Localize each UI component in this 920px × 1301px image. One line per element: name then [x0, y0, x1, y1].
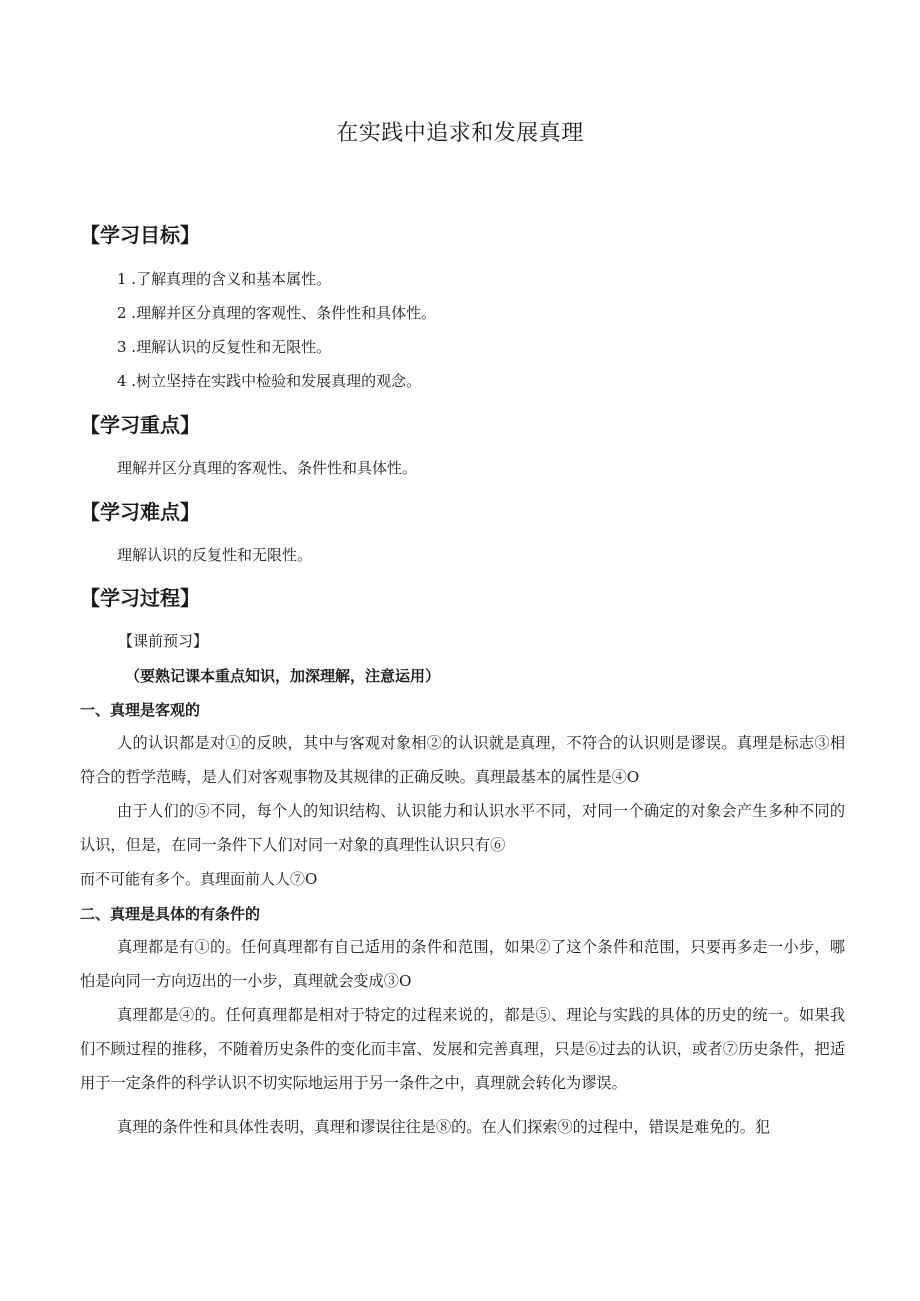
- goal-item-4: 4 .树立坚持在实践中检验和发展真理的观念。: [117, 372, 422, 390]
- key-points-heading: 【学习重点】: [80, 413, 200, 437]
- document-title: 在实践中追求和发展真理: [336, 121, 584, 146]
- goal-item-1: 1 .了解真理的含义和基本属性。: [117, 270, 332, 288]
- part1-heading: 一、真理是客观的: [80, 701, 201, 719]
- part1-paragraph-1: 人的认识都是对①的反映，其中与客观对象相②的认识就是真理，不符合的认识则是谬误。真理是标志③相符合的哲学范畴，是人们对客观事物及其规律的正确反映。真理最基本的属性是④O: [80, 734, 845, 786]
- part2-heading: 二、真理是具体的有条件的: [80, 905, 261, 923]
- difficulty-heading: 【学习难点】: [80, 500, 200, 524]
- preview-label: 【课前预习】: [118, 632, 209, 650]
- part2-paragraph-3: 真理的条件性和具体性表明，真理和谬误往往是⑧的。在人们探索⑨的过程中，错误是难免的。犯: [117, 1118, 771, 1136]
- goal-item-2: 2 .理解并区分真理的客观性、条件性和具体性。: [117, 304, 437, 322]
- part2-paragraph-2: 真理都是④的。任何真理都是相对于特定的过程来说的，都是⑤、理论与实践的具体的历史的统一。如果我们不顾过程的推移，不随着历史条件的变化而丰富、发展和完善真理，只是⑥过去的认识，或者⑦历史条件，把适用于一定条件的科学认识不切实际地运用于另一条件之中，真理就会转化为谬误。: [80, 1006, 845, 1092]
- key-points-text: 理解并区分真理的客观性、条件性和具体性。: [117, 459, 418, 477]
- goal-item-3: 3 .理解认识的反复性和无限性。: [117, 338, 332, 356]
- process-heading: 【学习过程】: [80, 586, 200, 610]
- difficulty-text: 理解认识的反复性和无限性。: [117, 546, 313, 564]
- part2-paragraph-1: 真理都是有①的。任何真理都有自己适用的条件和范围，如果②了这个条件和范围，只要再多走一小步，哪怕是向同一方向迈出的一小步，真理就会变成③O: [80, 938, 845, 990]
- goals-heading: 【学习目标】: [80, 223, 200, 247]
- part1-paragraph-2-continued: 而不可能有多个。真理面前人人⑦O: [80, 870, 318, 888]
- part1-paragraph-2: 由于人们的⑤不同，每个人的知识结构、认识能力和认识水平不同，对同一个确定的对象会产生多种不同的认识，但是，在同一条件下人们对同一对象的真理性认识只有⑥: [80, 802, 845, 854]
- preview-note: （要熟记课本重点知识，加深理解，注意运用）: [125, 667, 441, 685]
